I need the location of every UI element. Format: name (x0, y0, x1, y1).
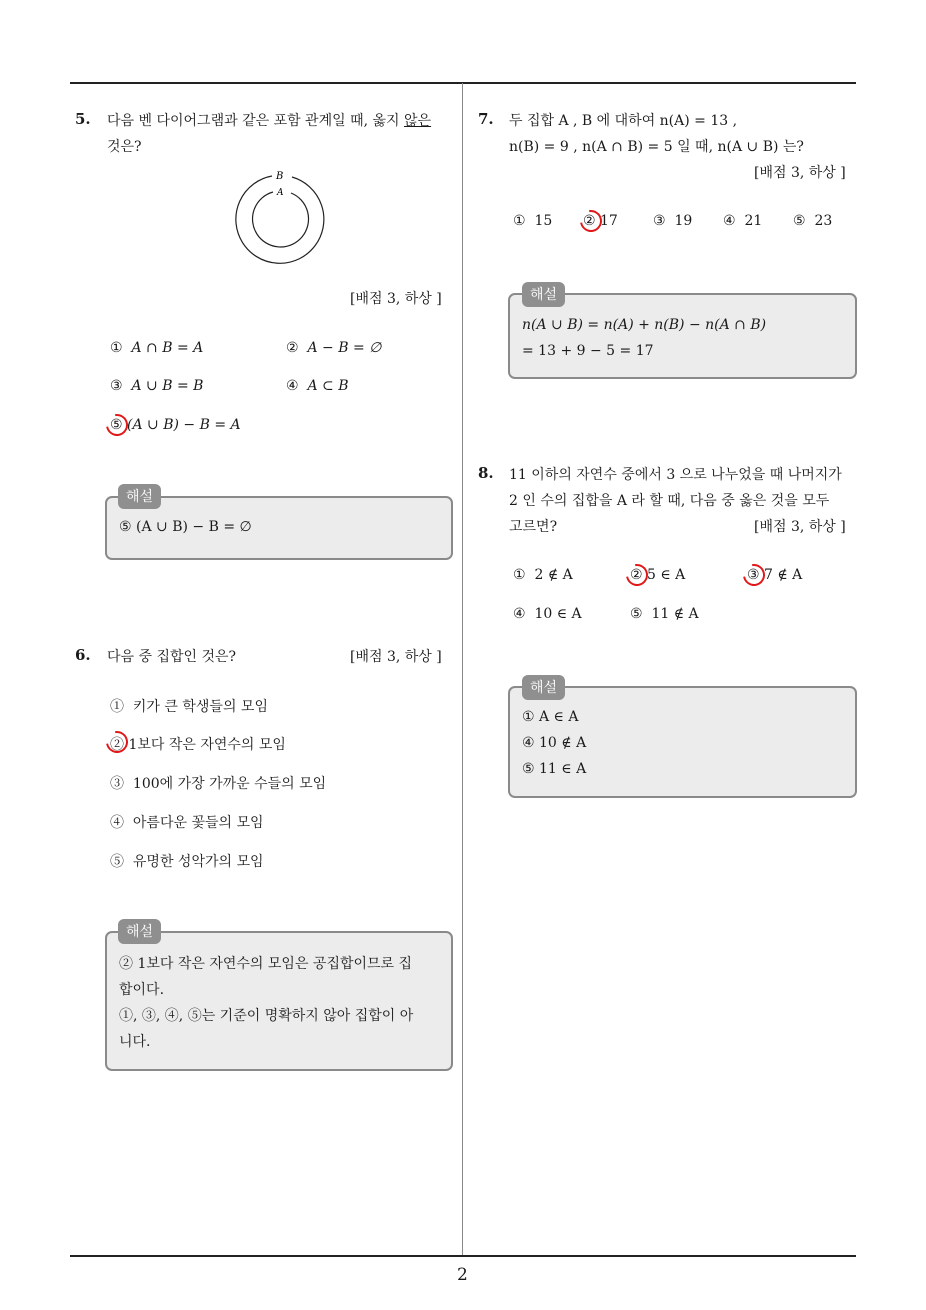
choice-mark: ④ (286, 378, 299, 394)
choice-mark: ⑤ (793, 213, 806, 229)
choice-mark: ② (583, 213, 596, 229)
choice-mark: ① (513, 567, 526, 583)
choice-text: 23 (814, 213, 833, 229)
choice-mark: ① (110, 699, 124, 715)
q7-text-line2: n(B) = 9 , n(A ∩ B) = 5 일 때, n(A ∪ B) 는? (509, 139, 804, 155)
venn-label-a: A (277, 188, 284, 198)
q6-score: [배점 3, 하상 ] (350, 649, 442, 665)
q5-text-underlined: 않은 (404, 113, 432, 129)
choice-mark: ③ (110, 378, 123, 394)
q5-explanation-line: ⑤ (A ∪ B) − B = ∅ (119, 519, 252, 535)
q8-number: 8. (478, 464, 494, 482)
q7-choice-1[interactable] (513, 213, 552, 229)
q5-choice-3[interactable] (110, 378, 203, 394)
choice-text: 5 ∈ A (647, 567, 686, 583)
choice-text: 유명한 성악가의 모임 (132, 854, 264, 870)
choice-text: A ∪ B = B (131, 378, 204, 394)
choice-mark: ④ (723, 213, 736, 229)
q5-choice-2[interactable] (286, 340, 381, 356)
q7-choice-5[interactable] (793, 213, 832, 229)
choice-text: 1보다 작은 자연수의 모임 (128, 737, 286, 753)
q6-explanation-line: ② 1보다 작은 자연수의 모임은 공집합이므로 집 (119, 956, 413, 972)
choice-text: 7 ∉ A (764, 567, 803, 583)
venn-label-b: B (276, 171, 284, 182)
q6-explanation-line: 합이다. (119, 982, 165, 998)
choice-text: 11 ∉ A (651, 606, 699, 622)
choice-text: 21 (744, 213, 763, 229)
choice-text: A − B = ∅ (307, 340, 382, 356)
q5-number: 5. (75, 110, 91, 128)
q8-explanation-line: ④ 10 ∉ A (522, 735, 587, 751)
choice-mark: ③ (747, 567, 760, 583)
q8-text-line3: 고르면? (509, 519, 558, 535)
answer-mark-q5-5 (102, 410, 133, 441)
answer-mark-q7-2 (576, 206, 607, 237)
q6-choice-5[interactable] (110, 851, 264, 871)
choice-mark: ⑤ (110, 854, 124, 870)
q8-text-line2: 2 인 수의 집합을 A 라 할 때, 다음 중 옳은 것을 모두 (509, 493, 830, 509)
choice-text: 아름다운 꽃들의 모임 (132, 815, 264, 831)
page-number: 2 (457, 1265, 468, 1285)
q5-text-part: 다음 벤 다이어그램과 같은 포함 관계일 때, 옳지 (107, 113, 405, 129)
q5-choice-4[interactable] (286, 378, 349, 394)
q7-text-line1: 두 집합 A , B 에 대하여 n(A) = 13 , (509, 113, 738, 129)
choice-mark: ③ (110, 776, 124, 792)
q5-explanation-tag: 해설 (118, 484, 161, 509)
q6-explanation-tag: 해설 (118, 919, 161, 944)
q8-explanation-line: ① A ∈ A (522, 709, 579, 725)
q7-number: 7. (478, 110, 494, 128)
q6-choice-1[interactable] (110, 696, 268, 716)
q7-score: [배점 3, 하상 ] (754, 165, 846, 181)
answer-mark-q8-2 (622, 560, 653, 591)
q7-explanation-line: n(A ∪ B) = n(A) + n(B) − n(A ∩ B) (522, 317, 767, 333)
choice-text: 2 ∉ A (534, 567, 573, 583)
choice-mark: ④ (110, 815, 124, 831)
q8-choice-1[interactable] (513, 567, 573, 583)
choice-mark: ① (110, 340, 123, 356)
q6-explanation-box (105, 931, 453, 1071)
q8-score: [배점 3, 하상 ] (754, 519, 846, 535)
choice-mark: ② (286, 340, 299, 356)
q6-explanation-line: 니다. (119, 1034, 151, 1050)
column-divider (462, 83, 463, 1256)
q8-explanation-tag: 해설 (522, 675, 565, 700)
q8-choice-4[interactable] (513, 606, 582, 622)
q6-choice-2[interactable] (110, 734, 286, 754)
choice-mark: ② (110, 737, 124, 753)
choice-text: 키가 큰 학생들의 모임 (132, 699, 268, 715)
choice-text: 10 ∈ A (534, 606, 582, 622)
q5-text-line2: 것은? (107, 139, 142, 155)
choice-text: A ∩ B = A (131, 340, 204, 356)
choice-mark: ⑤ (630, 606, 643, 622)
q6-text: 다음 중 집합인 것은? (107, 649, 237, 665)
q6-choice-3[interactable] (110, 773, 326, 793)
q6-choice-4[interactable] (110, 812, 264, 832)
choice-text: (A ∪ B) − B = A (127, 417, 241, 433)
venn-diagram (230, 168, 330, 264)
choice-text: 17 (600, 213, 618, 229)
venn-inner-circle (253, 192, 309, 247)
q7-choice-3[interactable] (653, 213, 692, 229)
q7-explanation-line: = 13 + 9 − 5 = 17 (522, 343, 654, 359)
choice-mark: ③ (653, 213, 666, 229)
choice-text: 100에 가장 가까운 수들의 모임 (132, 776, 327, 792)
q5-score: [배점 3, 하상 ] (350, 291, 442, 307)
q7-explanation-tag: 해설 (522, 282, 565, 307)
choice-text: 19 (674, 213, 693, 229)
choice-mark: ④ (513, 606, 526, 622)
q7-choice-4[interactable] (723, 213, 762, 229)
top-rule (70, 82, 856, 84)
q5-choice-1[interactable] (110, 340, 203, 356)
choice-mark: ① (513, 213, 526, 229)
bottom-rule (70, 1255, 856, 1257)
choice-mark: ⑤ (110, 417, 123, 433)
choice-text: 15 (534, 213, 553, 229)
q6-explanation-line: ①, ③, ④, ⑤는 기준이 명확하지 않아 집합이 아 (119, 1008, 414, 1024)
q8-text-line1: 11 이하의 자연수 중에서 3 으로 나누었을 때 나머지가 (509, 467, 842, 483)
q5-text-line1 (107, 110, 431, 130)
answer-mark-q8-3 (739, 560, 770, 591)
q6-number: 6. (75, 646, 91, 664)
choice-mark: ② (630, 567, 643, 583)
q8-choice-5[interactable] (630, 606, 699, 622)
choice-text: A ⊂ B (307, 378, 349, 394)
q5-choice-5[interactable] (110, 417, 241, 433)
q8-explanation-box (508, 686, 857, 798)
q8-explanation-line: ⑤ 11 ∈ A (522, 761, 587, 777)
